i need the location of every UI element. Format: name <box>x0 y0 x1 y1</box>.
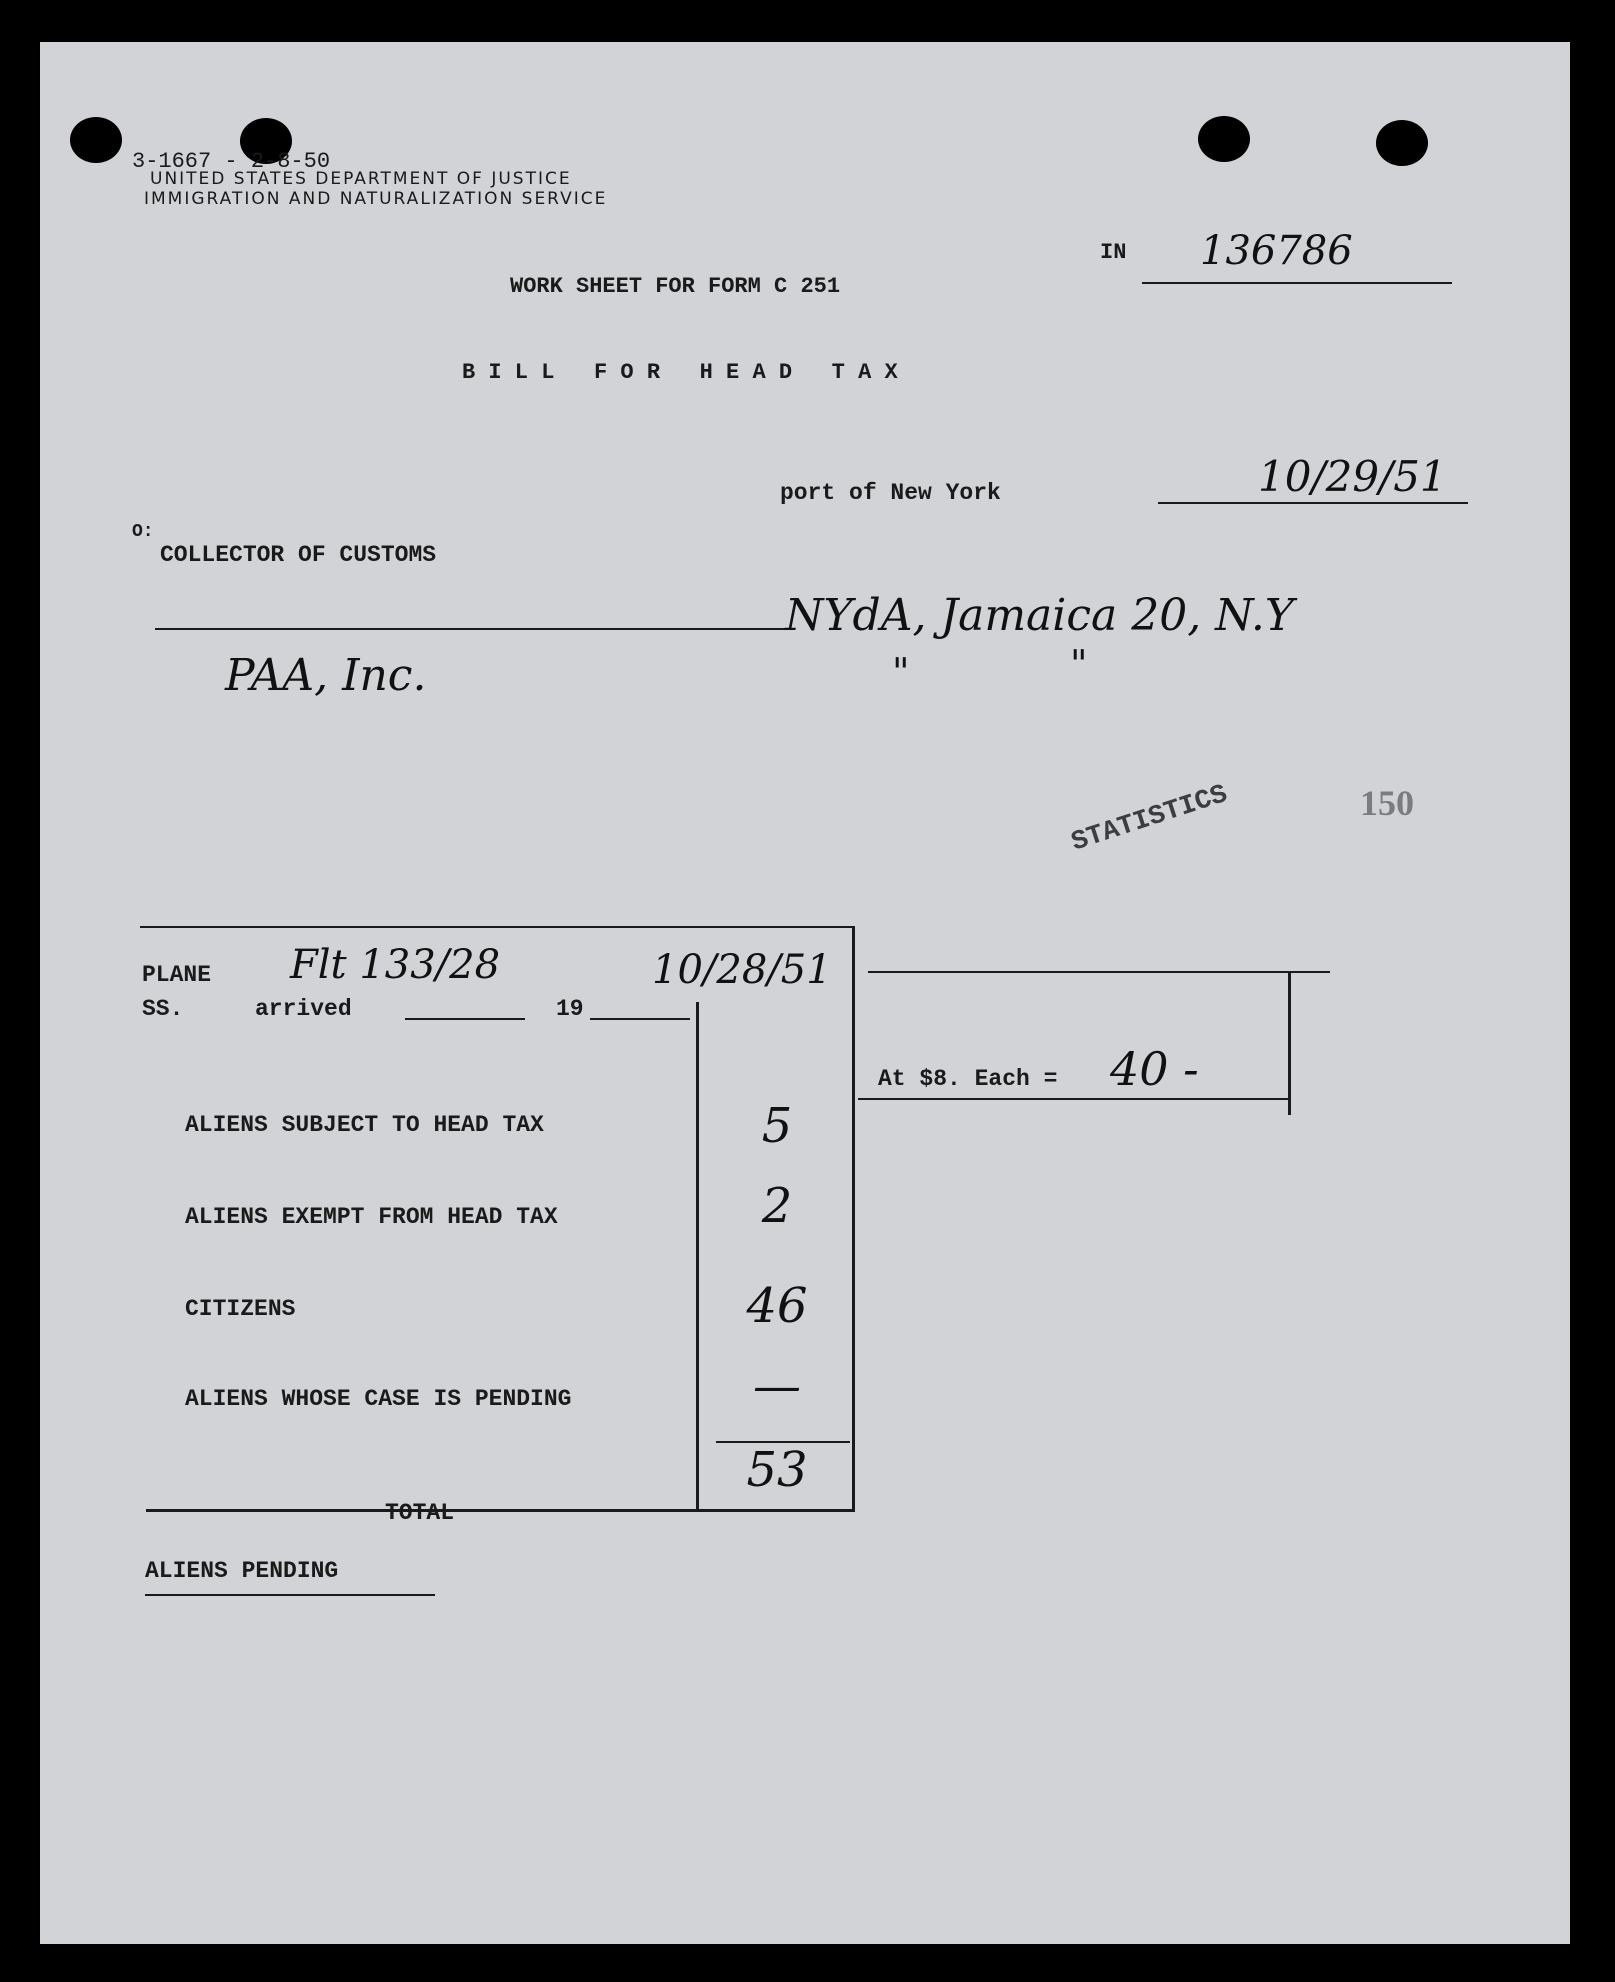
table-column-divider <box>696 1002 699 1510</box>
aliens-pending-underline <box>145 1594 435 1596</box>
document-page <box>40 42 1570 1944</box>
bill-date: 10/29/51 <box>1258 452 1447 501</box>
row-value-subject: 5 <box>761 1098 793 1154</box>
row-value-exempt: 2 <box>761 1178 793 1234</box>
ditto-mark-2: " <box>1070 642 1088 686</box>
row-value-pending: — <box>753 1358 801 1414</box>
port-label: port of New York <box>780 480 1001 506</box>
date-underline <box>1158 502 1468 504</box>
tax-rate-label: At $8. Each = <box>878 1066 1058 1092</box>
in-label: IN <box>1100 240 1127 265</box>
aliens-pending-label: ALIENS PENDING <box>145 1558 339 1584</box>
plane-label: PLANE <box>142 962 212 988</box>
flight-number: Flt 133/28 <box>290 942 501 988</box>
addressee-location: NYdA, Jamaica 20, N.Y <box>785 590 1294 641</box>
total-label: TOTAL <box>385 1500 455 1526</box>
to-prefix: O: <box>132 522 154 542</box>
row-label-citizens: CITIZENS <box>185 1296 296 1322</box>
punch-hole-1 <box>70 117 122 163</box>
row-label-exempt: ALIENS EXEMPT FROM HEAD TAX <box>185 1204 558 1230</box>
in-number-underline <box>1142 282 1452 284</box>
tax-amount: 40 - <box>1110 1042 1199 1096</box>
ditto-mark-1: " <box>892 650 910 694</box>
form-number: 3-1667 - 2-8-50 <box>132 149 331 174</box>
arrived-underline <box>405 1018 525 1020</box>
bill-title: B I L L F O R H E A D T A X <box>462 360 898 385</box>
statistics-stamp: STATISTICS <box>1068 779 1232 859</box>
table-right-border <box>852 926 855 1510</box>
punch-hole-3 <box>1198 116 1250 162</box>
table-bottom-rule <box>146 1509 855 1512</box>
addressee: COLLECTOR OF CUSTOMS <box>160 542 437 568</box>
arrival-date: 10/28/51 <box>652 947 832 993</box>
stamp-number: 150 <box>1360 783 1414 823</box>
company-name: PAA, Inc. <box>225 650 427 701</box>
worksheet-title: WORK SHEET FOR FORM C 251 <box>510 274 841 299</box>
ss-label: SS. <box>142 996 184 1022</box>
punch-hole-4 <box>1376 120 1428 166</box>
tax-box-top <box>868 971 1330 973</box>
arrived-label: arrived <box>255 996 352 1022</box>
row-label-pending: ALIENS WHOSE CASE IS PENDING <box>185 1386 572 1412</box>
total-value: 53 <box>746 1442 808 1498</box>
row-value-citizens: 46 <box>746 1278 808 1334</box>
tax-box-right <box>1288 971 1291 1115</box>
address-line <box>155 628 785 630</box>
department-name: UNITED STATES DEPARTMENT OF JUSTICE <box>150 169 572 189</box>
tax-box-bottom <box>858 1098 1291 1100</box>
service-name: IMMIGRATION AND NATURALIZATION SERVICE <box>144 189 608 209</box>
year-underline <box>590 1018 690 1020</box>
table-top-rule <box>140 926 852 928</box>
year-prefix: 19 <box>556 996 584 1022</box>
row-label-subject: ALIENS SUBJECT TO HEAD TAX <box>185 1112 544 1138</box>
in-number: 136786 <box>1200 228 1353 274</box>
